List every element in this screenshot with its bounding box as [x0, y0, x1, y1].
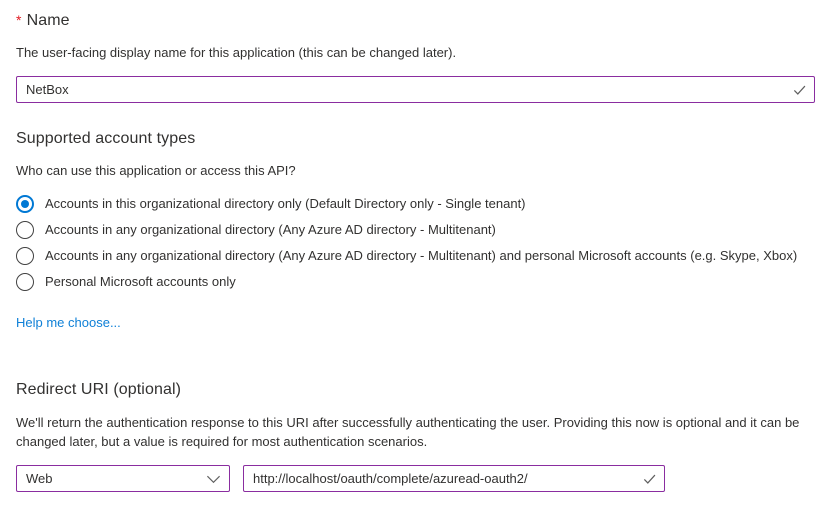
radio-option-label: Personal Microsoft accounts only — [45, 274, 236, 289]
name-description: The user-facing display name for this application (this can be changed later). — [16, 45, 457, 60]
radio-option-label: Accounts in this organizational directory only (Default Directory only - Single tenant) — [45, 196, 526, 211]
chevron-down-icon — [206, 471, 221, 486]
supported-account-types-title: Supported account types — [16, 130, 196, 147]
radio-button-icon[interactable] — [16, 273, 34, 291]
radio-option-multitenant-personal[interactable] — [16, 243, 813, 269]
help-me-choose-link[interactable]: Help me choose... — [16, 315, 121, 330]
redirect-uri-controls — [16, 465, 813, 492]
redirect-uri-field-wrap — [243, 465, 665, 492]
redirect-uri-section — [16, 380, 813, 492]
radio-button-icon[interactable] — [16, 221, 34, 239]
radio-option-multitenant[interactable] — [16, 217, 813, 243]
radio-option-single-tenant[interactable] — [16, 191, 813, 217]
radio-button-icon[interactable] — [16, 247, 34, 265]
platform-select-value: Web — [26, 471, 53, 486]
redirect-uri-description: We'll return the authentication response to this URI after successfully authenticating the user. Providing this now is optional and it can be changed later, but a value is required for most authentication scenarios. — [16, 415, 800, 449]
name-section — [16, 10, 813, 103]
radio-option-label: Accounts in any organizational directory (Any Azure AD directory - Multitenant) and personal Microsoft accounts (e.g. Skype, Xbox) — [45, 248, 798, 263]
radio-option-label: Accounts in any organizational directory (Any Azure AD directory - Multitenant) — [45, 222, 496, 237]
name-field-wrap — [16, 76, 815, 103]
radio-option-personal-only[interactable] — [16, 269, 813, 295]
account-types-radio-group — [16, 191, 813, 295]
name-section-title — [16, 10, 813, 31]
supported-account-types-section — [16, 129, 813, 332]
redirect-uri-input[interactable] — [243, 465, 665, 492]
name-section-title-text: Name — [26, 12, 70, 29]
required-asterisk: * — [16, 12, 22, 28]
account-types-question: Who can use this application or access this API? — [16, 163, 296, 178]
name-input[interactable] — [16, 76, 815, 103]
redirect-uri-title: Redirect URI (optional) — [16, 381, 182, 398]
platform-select[interactable] — [16, 465, 230, 492]
radio-button-icon[interactable] — [16, 195, 34, 213]
